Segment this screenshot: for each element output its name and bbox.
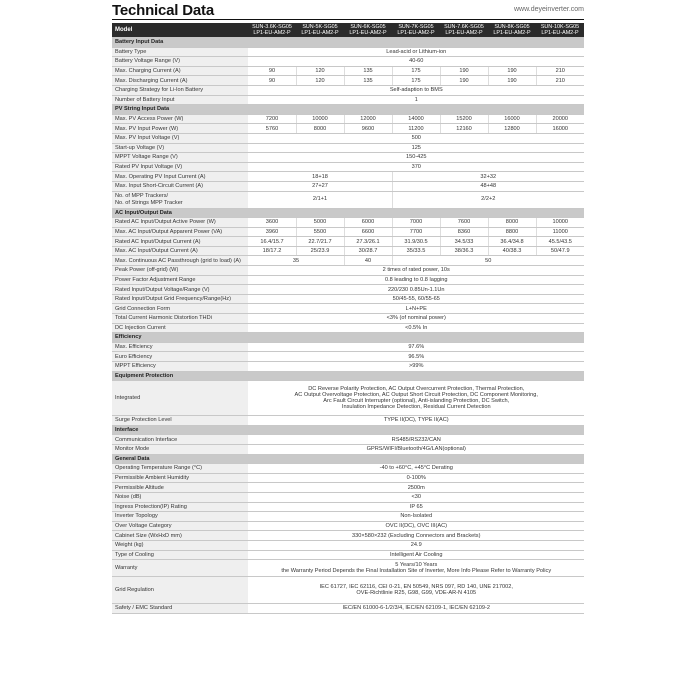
spec-value: RS485/RS232/CAN: [248, 435, 584, 445]
spec-value: 18+18: [248, 172, 392, 182]
spec-value: 500: [248, 133, 584, 143]
spec-label: Rated AC Input/Output Current (A): [112, 237, 248, 247]
spec-value: 11000: [536, 227, 584, 237]
spec-value: 190: [440, 76, 488, 86]
spec-label: Peak Power (off-grid) (W): [112, 266, 248, 276]
spec-value-line: AC Output Overvoltage Protection, AC Output Short Circuit Protection, DC Component Monitoring,: [294, 392, 538, 399]
spec-value: 125: [248, 143, 584, 153]
spec-value: 14000: [392, 114, 440, 124]
page-header: [112, 0, 584, 22]
model-name-line: LP1-EU-AM2-P: [541, 30, 579, 36]
spec-value: 24.9: [248, 540, 584, 550]
spec-row: [112, 323, 584, 333]
spec-label: Communication Interface: [112, 435, 248, 445]
spec-value: 7700: [392, 227, 440, 237]
spec-value: 190: [440, 66, 488, 76]
spec-row: [112, 57, 584, 67]
spec-value: 45.5/43.5: [536, 237, 584, 247]
spec-label: [112, 191, 248, 208]
section-title: Equipment Protection: [112, 371, 584, 381]
spec-value: 135: [344, 66, 392, 76]
spec-row: [112, 218, 584, 228]
spec-label: Max. Operating PV Input Current (A): [112, 172, 248, 182]
spec-row: [112, 577, 584, 604]
spec-row: [112, 492, 584, 502]
spec-label: Max. PV Access Power (W): [112, 114, 248, 124]
spec-value-line: 5 Years/10 Years: [395, 562, 438, 568]
spec-value: 40-60: [248, 57, 584, 67]
model-name-line: LP1-EU-AM2-P: [493, 30, 531, 36]
section-header-row: [112, 208, 584, 218]
spec-value: GPRS/WIFI/Bluetooth/4G/LAN(optional): [248, 444, 584, 454]
section-header-row: [112, 38, 584, 48]
spec-value: 175: [392, 76, 440, 86]
spec-value: <3% (of nominal power): [248, 314, 584, 324]
spec-value: 8360: [440, 227, 488, 237]
spec-value: 210: [536, 66, 584, 76]
spec-row: [112, 435, 584, 445]
model-name-line: LP1-EU-AM2-P: [397, 30, 435, 36]
model-name-line: SUN-6K-SG05: [350, 24, 386, 30]
spec-row: [112, 95, 584, 105]
spec-value: 3960: [248, 227, 296, 237]
section-title: Efficiency: [112, 333, 584, 343]
spec-label: Operating Temperature Range (°C): [112, 464, 248, 474]
spec-value: 1: [248, 95, 584, 105]
spec-label: Power Factor Adjustment Range: [112, 275, 248, 285]
spec-value: 15200: [440, 114, 488, 124]
spec-value: OVC II(DC), OVC III(AC): [248, 521, 584, 531]
spec-value: 150-425: [248, 153, 584, 163]
spec-value: -40 to +60°C, +45°C Derating: [248, 464, 584, 474]
model-name-cell: [440, 23, 488, 38]
spec-value: >99%: [248, 362, 584, 372]
spec-label: Max. Charging Current (A): [112, 66, 248, 76]
spec-row: [112, 143, 584, 153]
section-header-row: [112, 454, 584, 464]
spec-label: Charging Strategy for Li-Ion Battery: [112, 85, 248, 95]
spec-value-line: Insulation Impedance Detection, Residual Current Detection: [341, 404, 491, 411]
spec-row: [112, 381, 584, 416]
spec-row: [112, 550, 584, 560]
spec-value-line: IEC 61727, IEC 62116, CEI 0-21, EN 50549, NRS 097, RD 140, UNE 217002,: [319, 584, 513, 590]
spec-value: Self-adaption to BMS: [248, 85, 584, 95]
section-title: Interface: [112, 425, 584, 435]
spec-value: 5500: [296, 227, 344, 237]
spec-row: [112, 294, 584, 304]
section-title: General Data: [112, 454, 584, 464]
model-header-row: [112, 23, 584, 38]
spec-value: 5000: [296, 218, 344, 228]
model-name-cell: [488, 23, 536, 38]
model-name-cell: [344, 23, 392, 38]
spec-label: Warranty: [112, 560, 248, 577]
spec-value: 12000: [344, 114, 392, 124]
spec-value: 32+32: [392, 172, 584, 182]
spec-row: [112, 473, 584, 483]
spec-value: 16.4/15.7: [248, 237, 296, 247]
spec-value: 0.8 leading to 0.8 lagging: [248, 275, 584, 285]
spec-value: 90: [248, 66, 296, 76]
spec-value: 0-100%: [248, 473, 584, 483]
spec-row: [112, 66, 584, 76]
spec-row: [112, 464, 584, 474]
spec-label: Grid Regulation: [112, 577, 248, 604]
spec-value: 96.5%: [248, 352, 584, 362]
model-name-line: SUN-8K-SG05: [494, 24, 530, 30]
model-name-line: SUN-7.6K-SG05: [444, 24, 484, 30]
spec-value: 2/2+2: [392, 191, 584, 208]
spec-label: Total Current Harmonic Distortion THDi: [112, 314, 248, 324]
spec-row: [112, 246, 584, 256]
spec-value: 50/47.9: [536, 246, 584, 256]
spec-label: Max. Discharging Current (A): [112, 76, 248, 86]
spec-row: [112, 604, 584, 614]
spec-value: 27+27: [248, 181, 392, 191]
spec-row: [112, 237, 584, 247]
spec-value: 50/45-55, 60/55-65: [248, 294, 584, 304]
spec-value: 135: [344, 76, 392, 86]
spec-value: 7000: [392, 218, 440, 228]
section-header-row: [112, 425, 584, 435]
spec-label: Max. PV Input Power (W): [112, 124, 248, 134]
spec-value: 35/33.5: [392, 246, 440, 256]
spec-row: [112, 124, 584, 134]
spec-row: [112, 181, 584, 191]
spec-value: 8800: [488, 227, 536, 237]
section-header-row: [112, 105, 584, 115]
spec-value: Lead-acid or Lithium-ion: [248, 47, 584, 57]
spec-row: [112, 352, 584, 362]
spec-value: 120: [296, 76, 344, 86]
spec-label: Max. Efficiency: [112, 342, 248, 352]
spec-value: 3600: [248, 218, 296, 228]
model-name-cell: [296, 23, 344, 38]
spec-label: Weight (kg): [112, 540, 248, 550]
section-title: Battery Input Data: [112, 38, 584, 48]
spec-value: 36.4/34.8: [488, 237, 536, 247]
website-link[interactable]: www.deyeinverter.com: [513, 6, 584, 13]
spec-label: Permissible Ambient Humidity: [112, 473, 248, 483]
spec-row: [112, 266, 584, 276]
spec-label: Battery Voltage Range (V): [112, 57, 248, 67]
spec-value: [248, 560, 584, 577]
spec-value: 40: [344, 256, 392, 266]
section-title: AC Input/Output Data: [112, 208, 584, 218]
spec-value: 175: [392, 66, 440, 76]
spec-row: [112, 502, 584, 512]
spec-value: 16000: [488, 114, 536, 124]
spec-label: Rated Input/Output Grid Frequency/Range(Hz): [112, 294, 248, 304]
spec-value: 7200: [248, 114, 296, 124]
spec-row: [112, 172, 584, 182]
spec-label: Noise (dB): [112, 492, 248, 502]
section-title: PV String Input Data: [112, 105, 584, 115]
spec-label: Type of Cooling: [112, 550, 248, 560]
spec-label: Inverter Topology: [112, 512, 248, 522]
spec-row: [112, 114, 584, 124]
spec-value: TYPE II(DC), TYPE II(AC): [248, 416, 584, 426]
spec-value: 120: [296, 66, 344, 76]
spec-label: Battery Type: [112, 47, 248, 57]
spec-value: 2/1+1: [248, 191, 392, 208]
spec-value: 20000: [536, 114, 584, 124]
spec-value: 25/23.9: [296, 246, 344, 256]
spec-row: [112, 560, 584, 577]
spec-row: [112, 256, 584, 266]
spec-row: [112, 162, 584, 172]
model-label: Model: [112, 23, 248, 38]
spec-value: 27.3/26.1: [344, 237, 392, 247]
spec-value: [248, 577, 584, 604]
spec-value: 8000: [296, 124, 344, 134]
spec-row: [112, 191, 584, 208]
spec-label: Max. Continuous AC Passthrough (grid to load) (A): [112, 256, 248, 266]
spec-label: Ingress Protection(IP) Rating: [112, 502, 248, 512]
spec-label: Surge Protection Level: [112, 416, 248, 426]
spec-row: [112, 47, 584, 57]
spec-label: Number of Battery Input: [112, 95, 248, 105]
spec-value: 10000: [296, 114, 344, 124]
spec-label-line: No. of Strings MPP Tracker: [115, 199, 183, 206]
spec-value-line: DC Reverse Polarity Protection, AC Output Overcurrent Protection, Thermal Protection,: [308, 386, 525, 392]
model-name-line: SUN-5K-SG05: [302, 24, 338, 30]
model-name-line: SUN-3.6K-SG05: [252, 24, 292, 30]
spec-label: Safety / EMC Standard: [112, 604, 248, 614]
spec-value: 2 times of rated power, 10s: [248, 266, 584, 276]
spec-label: Rated PV Input Voltage (V): [112, 162, 248, 172]
spec-value: 48+48: [392, 181, 584, 191]
spec-value: 50: [392, 256, 584, 266]
spec-value: Non-Isolated: [248, 512, 584, 522]
model-name-line: LP1-EU-AM2-P: [301, 30, 339, 36]
spec-value: 22.7/21.7: [296, 237, 344, 247]
model-name-cell: [536, 23, 584, 38]
spec-label: Integrated: [112, 381, 248, 416]
spec-label: Max. AC Input/Output Apparent Power (VA): [112, 227, 248, 237]
spec-label: Grid Connection Form: [112, 304, 248, 314]
spec-value: 220/230 0.85Un-1.1Un: [248, 285, 584, 295]
spec-value: 6600: [344, 227, 392, 237]
spec-row: [112, 133, 584, 143]
spec-label: Start-up Voltage (V): [112, 143, 248, 153]
spec-value: 12800: [488, 124, 536, 134]
spec-value-line: Arc Fault Circuit Interrupter (optional), Anti-islanding Protection, DC Switch,: [323, 398, 510, 405]
spec-value: 35: [248, 256, 344, 266]
spec-value: <0.5% In: [248, 323, 584, 333]
spec-label: MPPT Efficiency: [112, 362, 248, 372]
spec-value: 330×580×232 (Excluding Connectors and Brackets): [248, 531, 584, 541]
spec-value: 30/28.7: [344, 246, 392, 256]
model-name-line: SUN-10K-SG05: [540, 24, 580, 30]
spec-value: L+N+PE: [248, 304, 584, 314]
spec-value: 190: [488, 66, 536, 76]
spec-label: Max. PV Input Voltage (V): [112, 133, 248, 143]
spec-row: [112, 314, 584, 324]
spec-value: 8000: [488, 218, 536, 228]
spec-value: 18/17.2: [248, 246, 296, 256]
section-header-row: [112, 371, 584, 381]
spec-label-line: No. of MPP Trackers/: [115, 193, 169, 200]
spec-value: 9600: [344, 124, 392, 134]
spec-value-line: the Warranty Period Depends the Final Installation Site of Inverter, More Info Please Refer to Warranty Policy: [281, 568, 552, 575]
model-name-line: LP1-EU-AM2-P: [349, 30, 387, 36]
spec-label: Max. AC Input/Output Current (A): [112, 246, 248, 256]
spec-value: 90: [248, 76, 296, 86]
spec-value: IEC/EN 61000-6-1/2/3/4, IEC/EN 62109-1, IEC/EN 62109-2: [248, 604, 584, 614]
spec-row: [112, 362, 584, 372]
spec-row: [112, 531, 584, 541]
model-name-cell: [248, 23, 296, 38]
model-name-line: SUN-7K-SG05: [398, 24, 434, 30]
spec-row: [112, 285, 584, 295]
spec-row: [112, 416, 584, 426]
spec-value: 5760: [248, 124, 296, 134]
spec-value: [248, 381, 584, 416]
spec-value: 16000: [536, 124, 584, 134]
spec-value: <30: [248, 492, 584, 502]
spec-value: 31.9/30.5: [392, 237, 440, 247]
spec-value: 34.5/33: [440, 237, 488, 247]
page-title: Technical Data: [112, 2, 214, 19]
spec-label: Over Voltage Category: [112, 521, 248, 531]
section-header-row: [112, 333, 584, 343]
spec-value: IP 65: [248, 502, 584, 512]
spec-value: 40/38.3: [488, 246, 536, 256]
spec-value: 190: [488, 76, 536, 86]
spec-value: 210: [536, 76, 584, 86]
spec-label: Monitor Mode: [112, 444, 248, 454]
spec-value: 370: [248, 162, 584, 172]
spec-row: [112, 342, 584, 352]
spec-row: [112, 85, 584, 95]
spec-value-line: OVE-Richtlinie R25, G98, G99, VDE-AR-N 4105: [356, 590, 477, 597]
spec-row: [112, 512, 584, 522]
spec-row: [112, 521, 584, 531]
spec-value: 12160: [440, 124, 488, 134]
spec-label: MPPT Voltage Range (V): [112, 153, 248, 163]
spec-value: 11200: [392, 124, 440, 134]
spec-row: [112, 275, 584, 285]
model-name-line: LP1-EU-AM2-P: [445, 30, 483, 36]
spec-value: 6000: [344, 218, 392, 228]
spec-row: [112, 153, 584, 163]
spec-row: [112, 540, 584, 550]
spec-value: 97.6%: [248, 342, 584, 352]
spec-row: [112, 483, 584, 493]
spec-label: Max. Input Short-Circuit Current (A): [112, 181, 248, 191]
spec-value: 7600: [440, 218, 488, 228]
model-name-line: LP1-EU-AM2-P: [253, 30, 291, 36]
spec-body: [112, 38, 584, 614]
spec-value: 38/36.3: [440, 246, 488, 256]
spec-value: Intelligent Air Cooling: [248, 550, 584, 560]
spec-row: [112, 304, 584, 314]
header-rule: [112, 19, 584, 20]
spec-label: Rated AC Input/Output Active Power (W): [112, 218, 248, 228]
spec-value: 2500m: [248, 483, 584, 493]
spec-row: [112, 444, 584, 454]
spec-value: 10000: [536, 218, 584, 228]
spec-label: Rated Input/Output Voltage/Range (V): [112, 285, 248, 295]
spec-row: [112, 227, 584, 237]
spec-label: DC Injection Current: [112, 323, 248, 333]
spec-label: Euro Efficiency: [112, 352, 248, 362]
model-name-cell: [392, 23, 440, 38]
spec-table: [112, 23, 584, 614]
spec-row: [112, 76, 584, 86]
spec-label: Cabinet Size (WxHxD mm): [112, 531, 248, 541]
spec-label: Permissible Altitude: [112, 483, 248, 493]
